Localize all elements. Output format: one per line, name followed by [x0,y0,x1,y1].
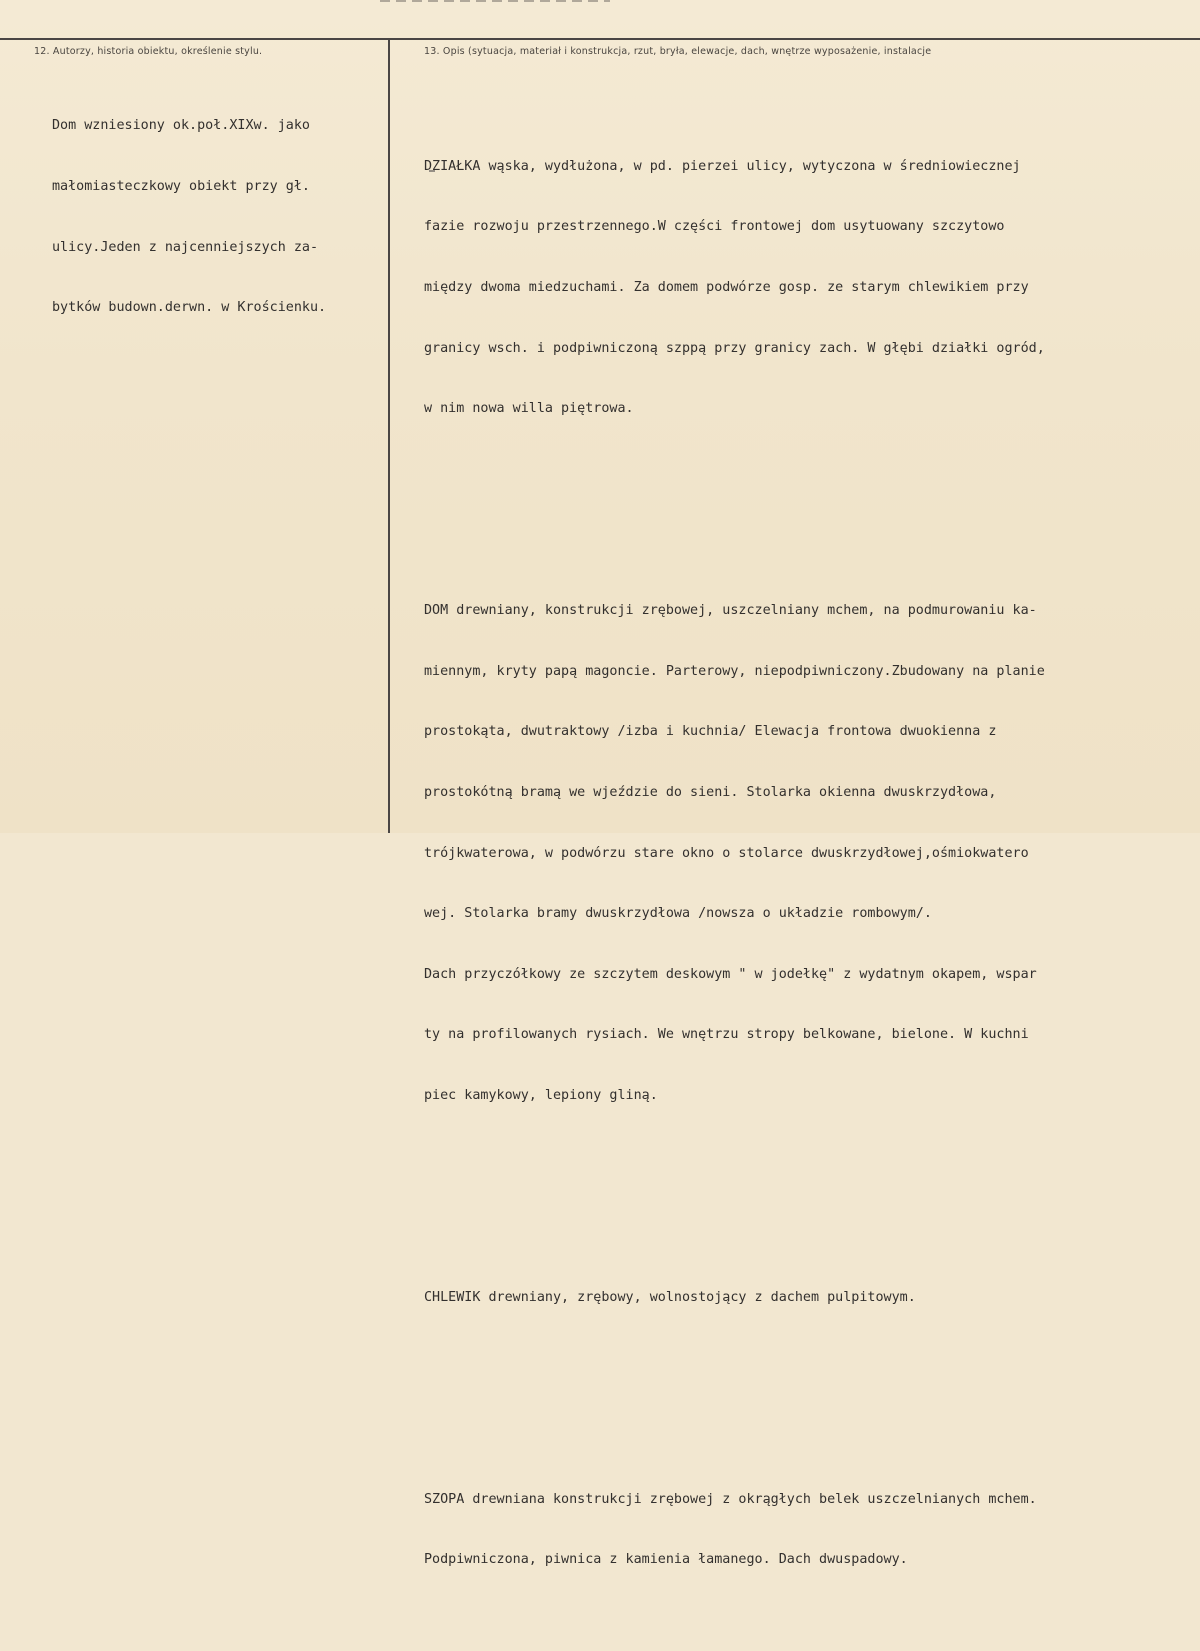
history-line: ulicy.Jeden z najcenniejszych za- [52,239,319,255]
description-line: w nim nowa willa piętrowa. [424,401,634,417]
plot-paragraph [424,116,1045,459]
description-line: granicy wsch. i podpiwniczoną szppą przy granicy zach. W głębi działki ogród, [424,340,1045,356]
description-line: prostokąta, dwutraktowy /izba i kuchnia/ Elewacja frontowa dwuokienna z [424,724,997,740]
description-line: piec kamykowy, lepiony gliną. [424,1087,658,1103]
description-line: SZOPA drewniana konstrukcji zrębowej z okrągłych belek uszczelnianych mchem. [424,1491,1037,1507]
shed-paragraph [424,1449,1045,1611]
house-paragraph [424,561,1045,1147]
top-edge-mark [380,0,610,2]
description-line: DOM drewniany, konstrukcji zrębowej, uszczelniany mchem, na podmurowaniu ka- [424,603,1037,619]
column-divider [388,38,390,833]
description-line: między dwoma miedzuchami. Za domem podwórze gosp. ze starym chlewikiem przy [424,280,1029,296]
description-line: prostokótną bramą we wjeździe do sieni. Stolarka okienna dwuskrzydłowa, [424,784,997,800]
history-line: małomiasteczkowy obiekt przy gł. [52,179,310,195]
description-line: DZIAŁKA wąska, wydłużona, w pd. pierzei ulicy, wytyczona w średniowiecznej [424,158,1021,174]
description-line: CHLEWIK drewniany, zrębowy, wolnostojący z dachem pulpitowym. [424,1289,916,1305]
field-12-label: 12. Autorzy, historia obiektu, określenie stylu. [34,46,263,57]
description-line: trójkwaterowa, w podwórzu stare okno o stolarce dwuskrzydłowej,ośmiokwatero [424,845,1029,861]
description-line: wej. Stolarka bramy dwuskrzydłowa /nowsza o układzie rombowym/. [424,906,932,922]
description-line: Podpiwniczona, piwnica z kamienia łamanego. Dach dwuspadowy. [424,1552,908,1568]
header-rule [0,38,1200,40]
field-13-label: 13. Opis (sytuacja, materiał i konstrukcja, rzut, bryła, elewacje, dach, wnętrze wyposażenie, instalacje [424,46,932,57]
pigsty-paragraph [424,1247,1045,1348]
description-text [424,76,1045,1651]
history-line: Dom wzniesiony ok.poł.XIXw. jako [52,118,310,134]
description-line: miennym, kryty papą magoncie. Parterowy, niepodpiwniczony.Zbudowany na planie [424,663,1045,679]
description-line: fazie rozwoju przestrzennego.W części frontowej dom usytuowany szczytowo [424,219,1005,235]
history-text [52,76,326,359]
description-line: Dach przyczółkowy ze szczytem deskowym " w jodełkę" z wydatnym okapem, wspar [424,966,1037,982]
description-line: ty na profilowanych rysiach. We wnętrzu stropy belkowane, bielone. W kuchni [424,1027,1029,1043]
history-line: bytków budown.derwn. w Krościenku. [52,300,327,316]
